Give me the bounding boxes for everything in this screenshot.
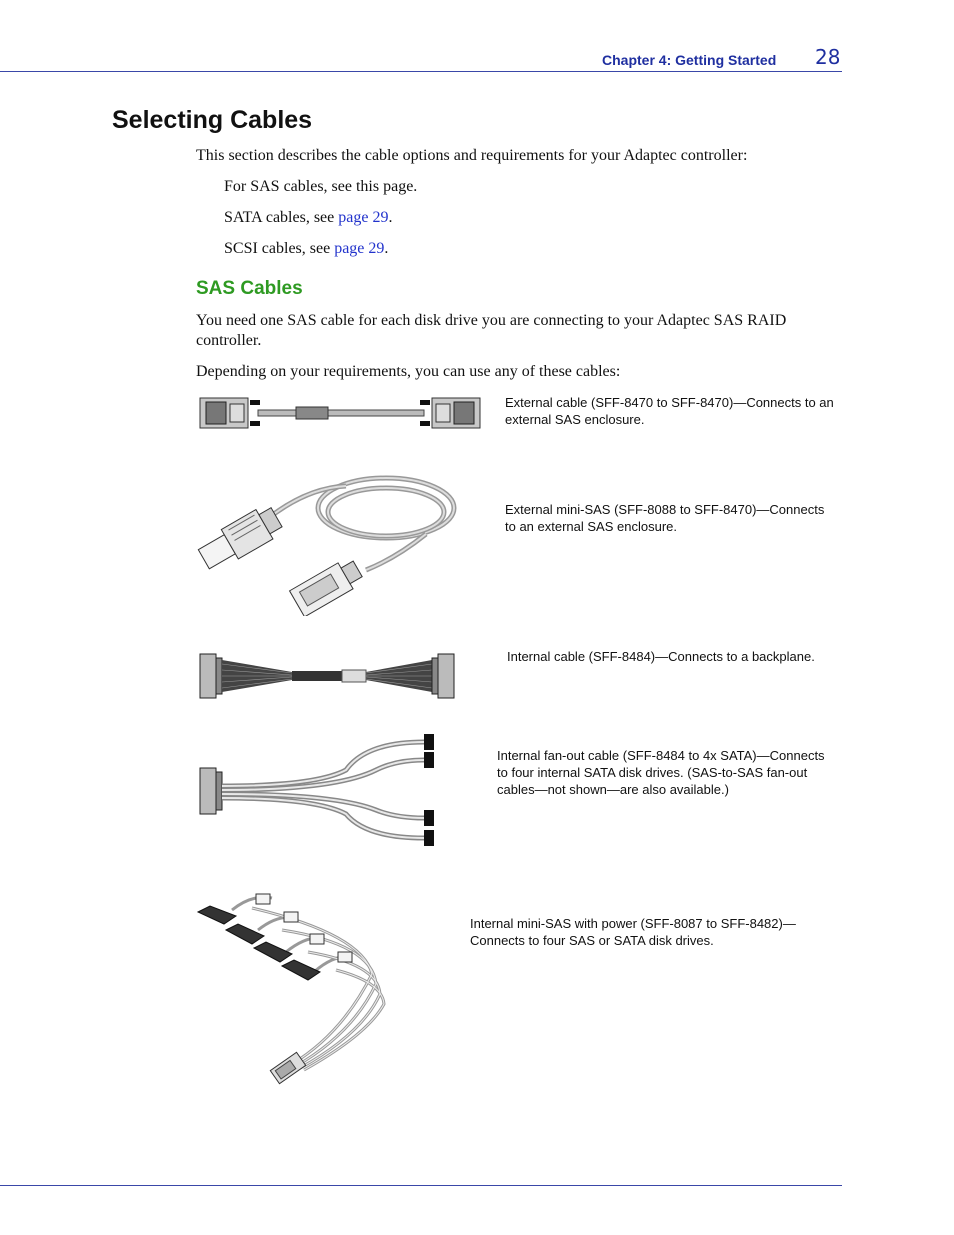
cable-caption-2: External mini-SAS (SFF-8088 to SFF-8470)—Connects to an external SAS enclosure. xyxy=(505,502,825,534)
external-mini-sas-image xyxy=(196,468,458,616)
page-number: 28 xyxy=(815,45,841,69)
list-item-scsi-text: SCSI cables, see xyxy=(224,240,335,257)
link-page-29-sata[interactable]: page 29 xyxy=(338,209,389,226)
list-item-scsi xyxy=(224,239,388,259)
list-item-sata xyxy=(224,208,392,228)
section-paragraph-2: Depending on your requirements, you can use any of these cables: xyxy=(196,363,621,380)
external-cable-image xyxy=(196,394,486,434)
page-title: Selecting Cables xyxy=(112,106,313,134)
list-item-sata-text: SATA cables, see xyxy=(224,209,339,226)
footer-rule xyxy=(0,1185,842,1186)
fan-out-cable-image xyxy=(196,730,442,850)
list-item-sata-suffix: . xyxy=(388,209,393,226)
cable-caption-1: External cable (SFF-8470 to SFF-8470)—Connects to an external SAS enclosure. xyxy=(505,395,834,427)
link-page-29-scsi[interactable]: page 29 xyxy=(334,240,385,257)
intro-paragraph: This section describes the cable options and requirements for your Adaptec controller: xyxy=(196,147,748,164)
mini-sas-power-image xyxy=(192,884,392,1088)
cable-caption-3: Internal cable (SFF-8484)—Connects to a backplane. xyxy=(507,649,815,664)
internal-cable-image xyxy=(196,648,458,704)
cable-caption-4: Internal fan-out cable (SFF-8484 to 4x SATA)—Connects to four internal SATA disk drives. (SAS-to-SAS fan-out cables—not shown—are also available.) xyxy=(497,748,825,797)
list-item-scsi-suffix: . xyxy=(384,240,389,257)
header-rule xyxy=(0,71,842,72)
section-heading: SAS Cables xyxy=(196,278,303,299)
running-header-chapter: Chapter 4: Getting Started xyxy=(602,52,777,68)
list-item-sas: For SAS cables, see this page. xyxy=(224,178,418,195)
cable-caption-5: Internal mini-SAS with power (SFF-8087 to SFF-8482)—Connects to four SAS or SATA disk drives. xyxy=(470,916,796,948)
section-paragraph-1: You need one SAS cable for each disk drive you are connecting to your Adaptec SAS RAID controller. xyxy=(196,312,787,349)
